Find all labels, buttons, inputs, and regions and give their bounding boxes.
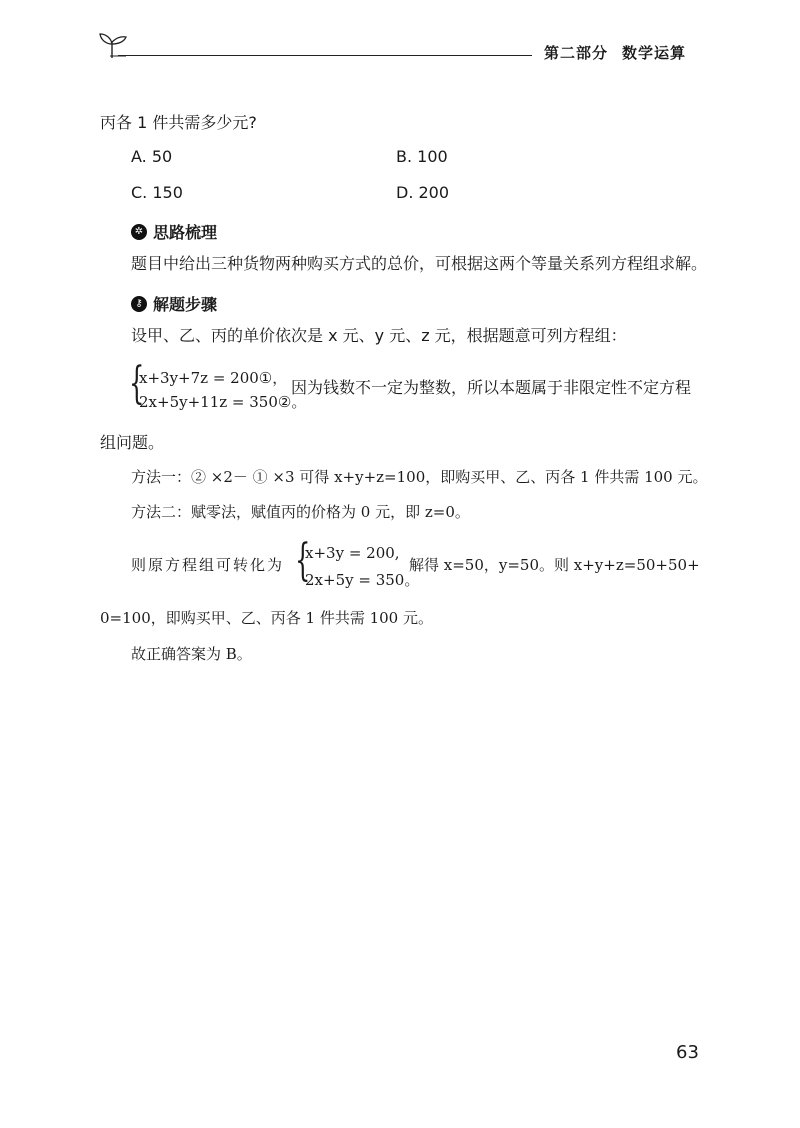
running-header xyxy=(544,42,686,63)
gear-icon: ✲ xyxy=(131,224,147,240)
system1-eq2: 2x+5y+11z = 350②。 xyxy=(139,393,307,411)
analysis-heading xyxy=(131,220,217,243)
header-part: 第二部分 xyxy=(544,44,609,62)
steps-after-system-cont: 组问题。 xyxy=(100,433,165,452)
convert-prefix: 则原方程组可转化为 xyxy=(131,556,285,574)
left-brace: { xyxy=(295,535,311,586)
convert-suffix: 解得 x=50，y=50。则 x+y+z=50+50+ xyxy=(409,556,700,574)
option-b: B. 100 xyxy=(396,147,448,166)
option-d: D. 200 xyxy=(396,183,450,202)
header-rule xyxy=(118,55,532,56)
system1-eq1: x+3y+7z = 200①， xyxy=(139,369,288,387)
method-one: 方法一：② ×2－ ① ×3 可得 x+y+z=100，即购买甲、乙、丙各 1 件共需 100 元。 xyxy=(131,468,708,486)
final-answer: 故正确答案为 B。 xyxy=(131,645,252,663)
steps-title: 解题步骤 xyxy=(153,295,218,314)
analysis-title: 思路梳理 xyxy=(153,223,218,242)
method-two: 方法二：赋零法，赋值丙的价格为 0 元，即 z=0。 xyxy=(131,503,470,521)
analysis-text: 题目中给出三种货物两种购买方式的总价，可根据这两个等量关系列方程组求解。 xyxy=(131,254,708,273)
option-c: C. 150 xyxy=(131,183,183,202)
steps-after-system: 因为钱数不一定为整数，所以本题属于非限定性不定方程 xyxy=(291,378,692,397)
steps-heading xyxy=(131,292,217,315)
left-brace: { xyxy=(129,358,145,409)
steps-intro: 设甲、乙、丙的单价依次是 x 元、y 元、z 元，根据题意可列方程组： xyxy=(131,326,627,345)
key-icon: ⚷ xyxy=(131,296,147,312)
question-text: 丙各 1 件共需多少元? xyxy=(100,113,257,132)
system2-eq2: 2x+5y = 350。 xyxy=(305,571,420,589)
header-section: 数学运算 xyxy=(622,44,687,62)
system2-eq1: x+3y = 200, xyxy=(305,544,400,562)
option-a: A. 50 xyxy=(131,147,173,166)
page-number: 63 xyxy=(676,1042,699,1063)
convert-cont: 0=100，即购买甲、乙、丙各 1 件共需 100 元。 xyxy=(100,609,433,627)
